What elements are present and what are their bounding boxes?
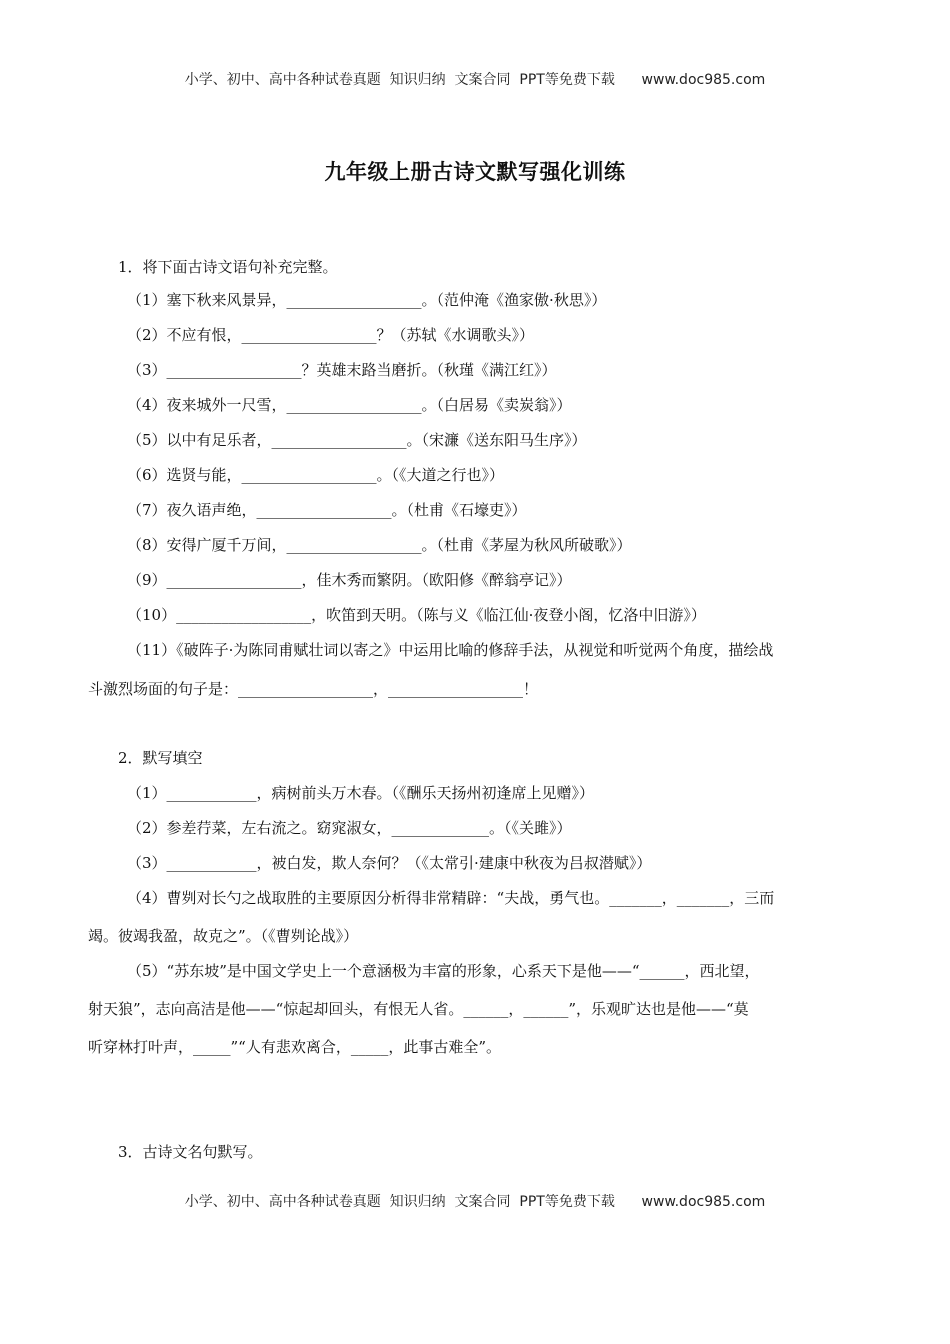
q1-item-7: （7）夜久语声绝，__________________。（杜甫《石壕吏》） [127,501,527,519]
page-header: 小学、初中、高中各种试卷真题 知识归纳 文案合同 PPT等免费下载 www.doc985.com [184,72,766,88]
q2-item-3: （3）____________，被白发，欺人奈何？（《太常引·建康中秋夜为吕叔潜赋》） [127,854,652,872]
q1-item-11: （11）《破阵子·为陈同甫赋壮词以寄之》中运用比喻的修辞手法，从视觉和听觉两个角度，描绘战 [127,641,774,659]
q1-item-4: （4）夜来城外一尺雪，__________________。（白居易《卖炭翁》） [127,396,572,414]
q1-item-10: （10）__________________，吹笛到天明。（陈与义《临江仙·夜登小阁，忆洛中旧游》） [127,606,706,624]
q1-item-2: （2）不应有恨，__________________？（苏轼《水调歌头》） [127,326,535,344]
q2-item-4-cont: 竭。彼竭我盈，故克之”。（《曹刿论战》） [88,927,359,945]
q1-item-6: （6）选贤与能，__________________。（《大道之行也》） [127,466,505,484]
q2-item-5-cont-2: 听穿林打叶声，_____”“人有悲欢离合，_____，此事古难全”。 [88,1038,502,1056]
page-title: 九年级上册古诗文默写强化训练 [324,160,626,184]
q2-item-5: （5）“苏东坡”是中国文学史上一个意涵极为丰富的形象，心系天下是他——“______，西北望， [127,962,760,980]
question-1-heading: 1．将下面古诗文语句补充完整。 [118,258,338,276]
q2-item-1: （1）____________，病树前头万木春。（《酬乐天扬州初逢席上见赠》） [127,784,595,802]
q1-item-8: （8）安得广厦千万间，__________________。（杜甫《茅屋为秋风所破歌》） [127,536,632,554]
page-footer: 小学、初中、高中各种试卷真题 知识归纳 文案合同 PPT等免费下载 www.doc985.com [184,1194,766,1210]
q1-item-1: （1）塞下秋来风景异，__________________。（范仲淹《渔家傲·秋思》） [127,291,607,309]
q2-item-5-cont-1: 射天狼”，志向高洁是他——“惊起却回头，有恨无人省。______，______”，乐观旷达也是他——“莫 [88,1000,749,1018]
q1-item-5: （5）以中有足乐者，__________________。（宋濂《送东阳马生序》） [127,431,587,449]
q2-item-4: （4）曹刿对长勺之战取胜的主要原因分析得非常精辟：“夫战，勇气也。_______，_______，三而 [127,889,775,907]
question-2-heading: 2．默写填空 [118,749,203,767]
question-3-heading: 3．古诗文名句默写。 [118,1143,263,1161]
q1-item-3: （3）__________________？英雄末路当磨折。（秋瑾《满江红》） [127,361,557,379]
q2-item-2: （2）参差荇菜，左右流之。窈窕淑女，_____________。（《关雎》） [127,819,572,837]
q1-item-11-cont: 斗激烈场面的句子是：__________________，__________________！ [88,680,539,698]
q1-item-9: （9）__________________，佳木秀而繁阴。（欧阳修《醉翁亭记》） [127,571,572,589]
